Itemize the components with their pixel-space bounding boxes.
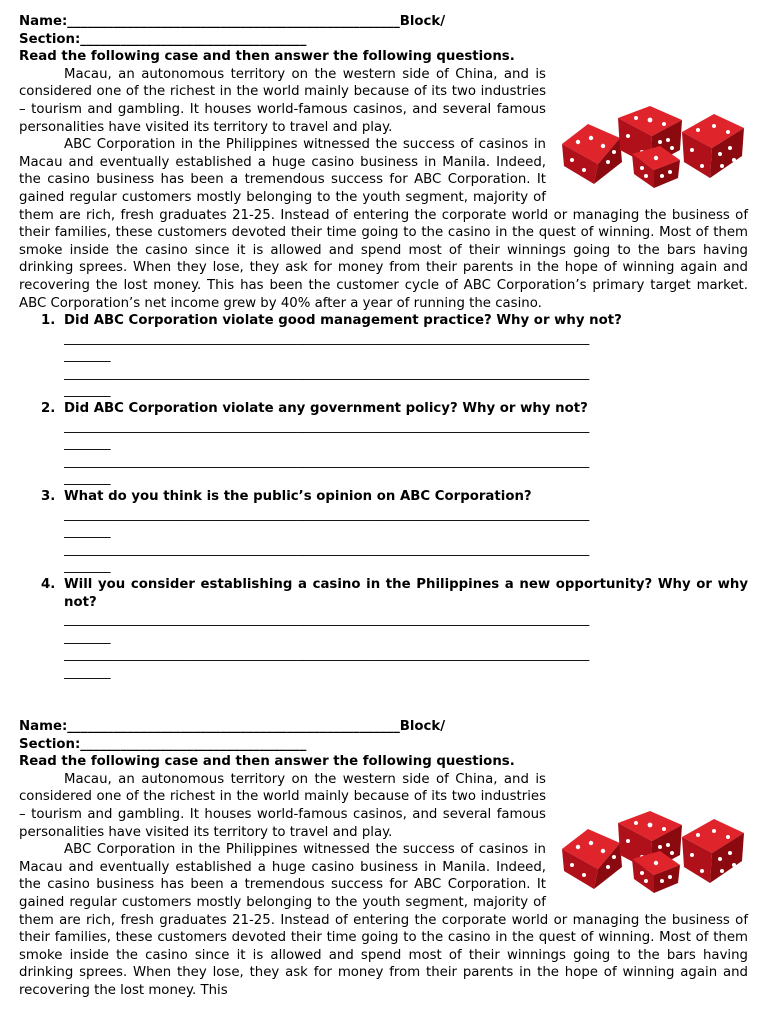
answer-line-tail[interactable]: _______ [64, 664, 111, 680]
paragraph-abc: ABC Corporation in the Philippines witnessed the success of casinos in Macau and eventually established a huge casino business in Manila. Indeed, the casino business has been a tremendous success for ABC Corporation. It gained regular customers mostly belonging to the youth segment, majority of them are rich, fresh graduates 21-25. Instead of entering the corporate world or managing the business of their families, these customers devoted their time going to the casino in the quest of winning. Most of them smoke inside the casino since it is allowed and spend most of their winnings going to the bars having drinking sprees. When they lose, they ask for money from their parents in the hope of winning again and recovering the lost money. This has been the customer cycle of ABC Corporation’s primary target market. ABC Corporation’s net income grew by 40% after a year of running the casino. [19, 137, 748, 311]
paragraph-macau: Macau, an autonomous territory on the western side of China, and is considered one of the richest in the world mainly because of its two industries – tourism and gambling. It houses world-famous casinos, and several famous personalities have visited its territory to travel and play. [19, 771, 546, 840]
instruction: Read the following case and then answer the following questions. [19, 754, 515, 770]
dice-icon [558, 809, 748, 895]
worksheet-copy-1 [19, 13, 748, 682]
question-text: Will you consider establishing a casino in the Philippines a new opportunity? Why or why not? [64, 577, 748, 610]
answer-line-tail[interactable]: _______ [64, 471, 111, 487]
question-text: Did ABC Corporation violate good management practice? Why or why not? [64, 313, 622, 329]
answer-line-tail[interactable]: _______ [64, 524, 111, 540]
question-text: Did ABC Corporation violate any government policy? Why or why not? [64, 401, 588, 417]
answer-line[interactable]: _______________________________________________________________________________ [64, 453, 590, 469]
question-1 [19, 312, 748, 330]
question-number: 2. [41, 401, 56, 417]
name-block-line: Name:__________________________________________________Block/ [19, 14, 446, 29]
answer-line[interactable]: _______________________________________________________________________________ [64, 541, 590, 557]
question-text: What do you think is the public’s opinion on ABC Corporation? [64, 489, 532, 505]
dice-icon [558, 104, 748, 190]
answer-line[interactable]: _______________________________________________________________________________ [64, 330, 590, 346]
answer-line-tail[interactable]: _______ [64, 383, 111, 399]
paragraph-macau: Macau, an autonomous territory on the western side of China, and is considered one of the richest in the world mainly because of its two industries – tourism and gambling. It houses world-famous casinos, and several famous personalities have visited its territory to travel and play. [19, 66, 546, 135]
answer-area-2[interactable] [19, 418, 748, 488]
question-3 [19, 488, 748, 506]
section-line: Section:__________________________________ [19, 736, 307, 752]
answer-area-4[interactable] [19, 611, 748, 681]
name-block-line: Name:__________________________________________________Block/ [19, 719, 446, 734]
question-2 [19, 400, 748, 418]
answer-line[interactable]: _______________________________________________________________________________ [64, 506, 590, 522]
answer-line-tail[interactable]: _______ [64, 348, 111, 364]
answer-area-1[interactable] [19, 330, 748, 400]
answer-line[interactable]: _______________________________________________________________________________ [64, 647, 590, 663]
answer-line-tail[interactable]: _______ [64, 629, 111, 645]
answer-line[interactable]: _______________________________________________________________________________ [64, 365, 590, 381]
answer-line-tail[interactable]: _______ [64, 436, 111, 452]
answer-line-tail[interactable]: _______ [64, 559, 111, 575]
instruction: Read the following case and then answer the following questions. [19, 49, 515, 65]
answer-line[interactable]: _______________________________________________________________________________ [64, 612, 590, 628]
section-line: Section:__________________________________ [19, 31, 307, 47]
question-number: 1. [41, 313, 56, 329]
question-number: 3. [41, 489, 56, 505]
answer-area-3[interactable] [19, 506, 748, 576]
answer-line[interactable]: _______________________________________________________________________________ [64, 418, 590, 434]
worksheet-copy-2 [19, 718, 748, 1000]
paragraph-abc-partial: ABC Corporation in the Philippines witnessed the success of casinos in Macau and eventually established a huge casino business in Manila. Indeed, the casino business has been a tremendous success for ABC Corporation. It gained regular customers mostly belonging to the youth segment, majority of them are rich, fresh graduates 21-25. Instead of entering the corporate world or managing the business of their families, these customers devoted their time going to the casino in the quest of winning. Most of them smoke inside the casino since it is allowed and spend most of their winnings going to the bars having drinking sprees. When they lose, they ask for money from their parents in the hope of winning again and recovering the lost money. This [19, 842, 748, 998]
question-4 [19, 576, 748, 611]
question-number: 4. [41, 577, 56, 592]
